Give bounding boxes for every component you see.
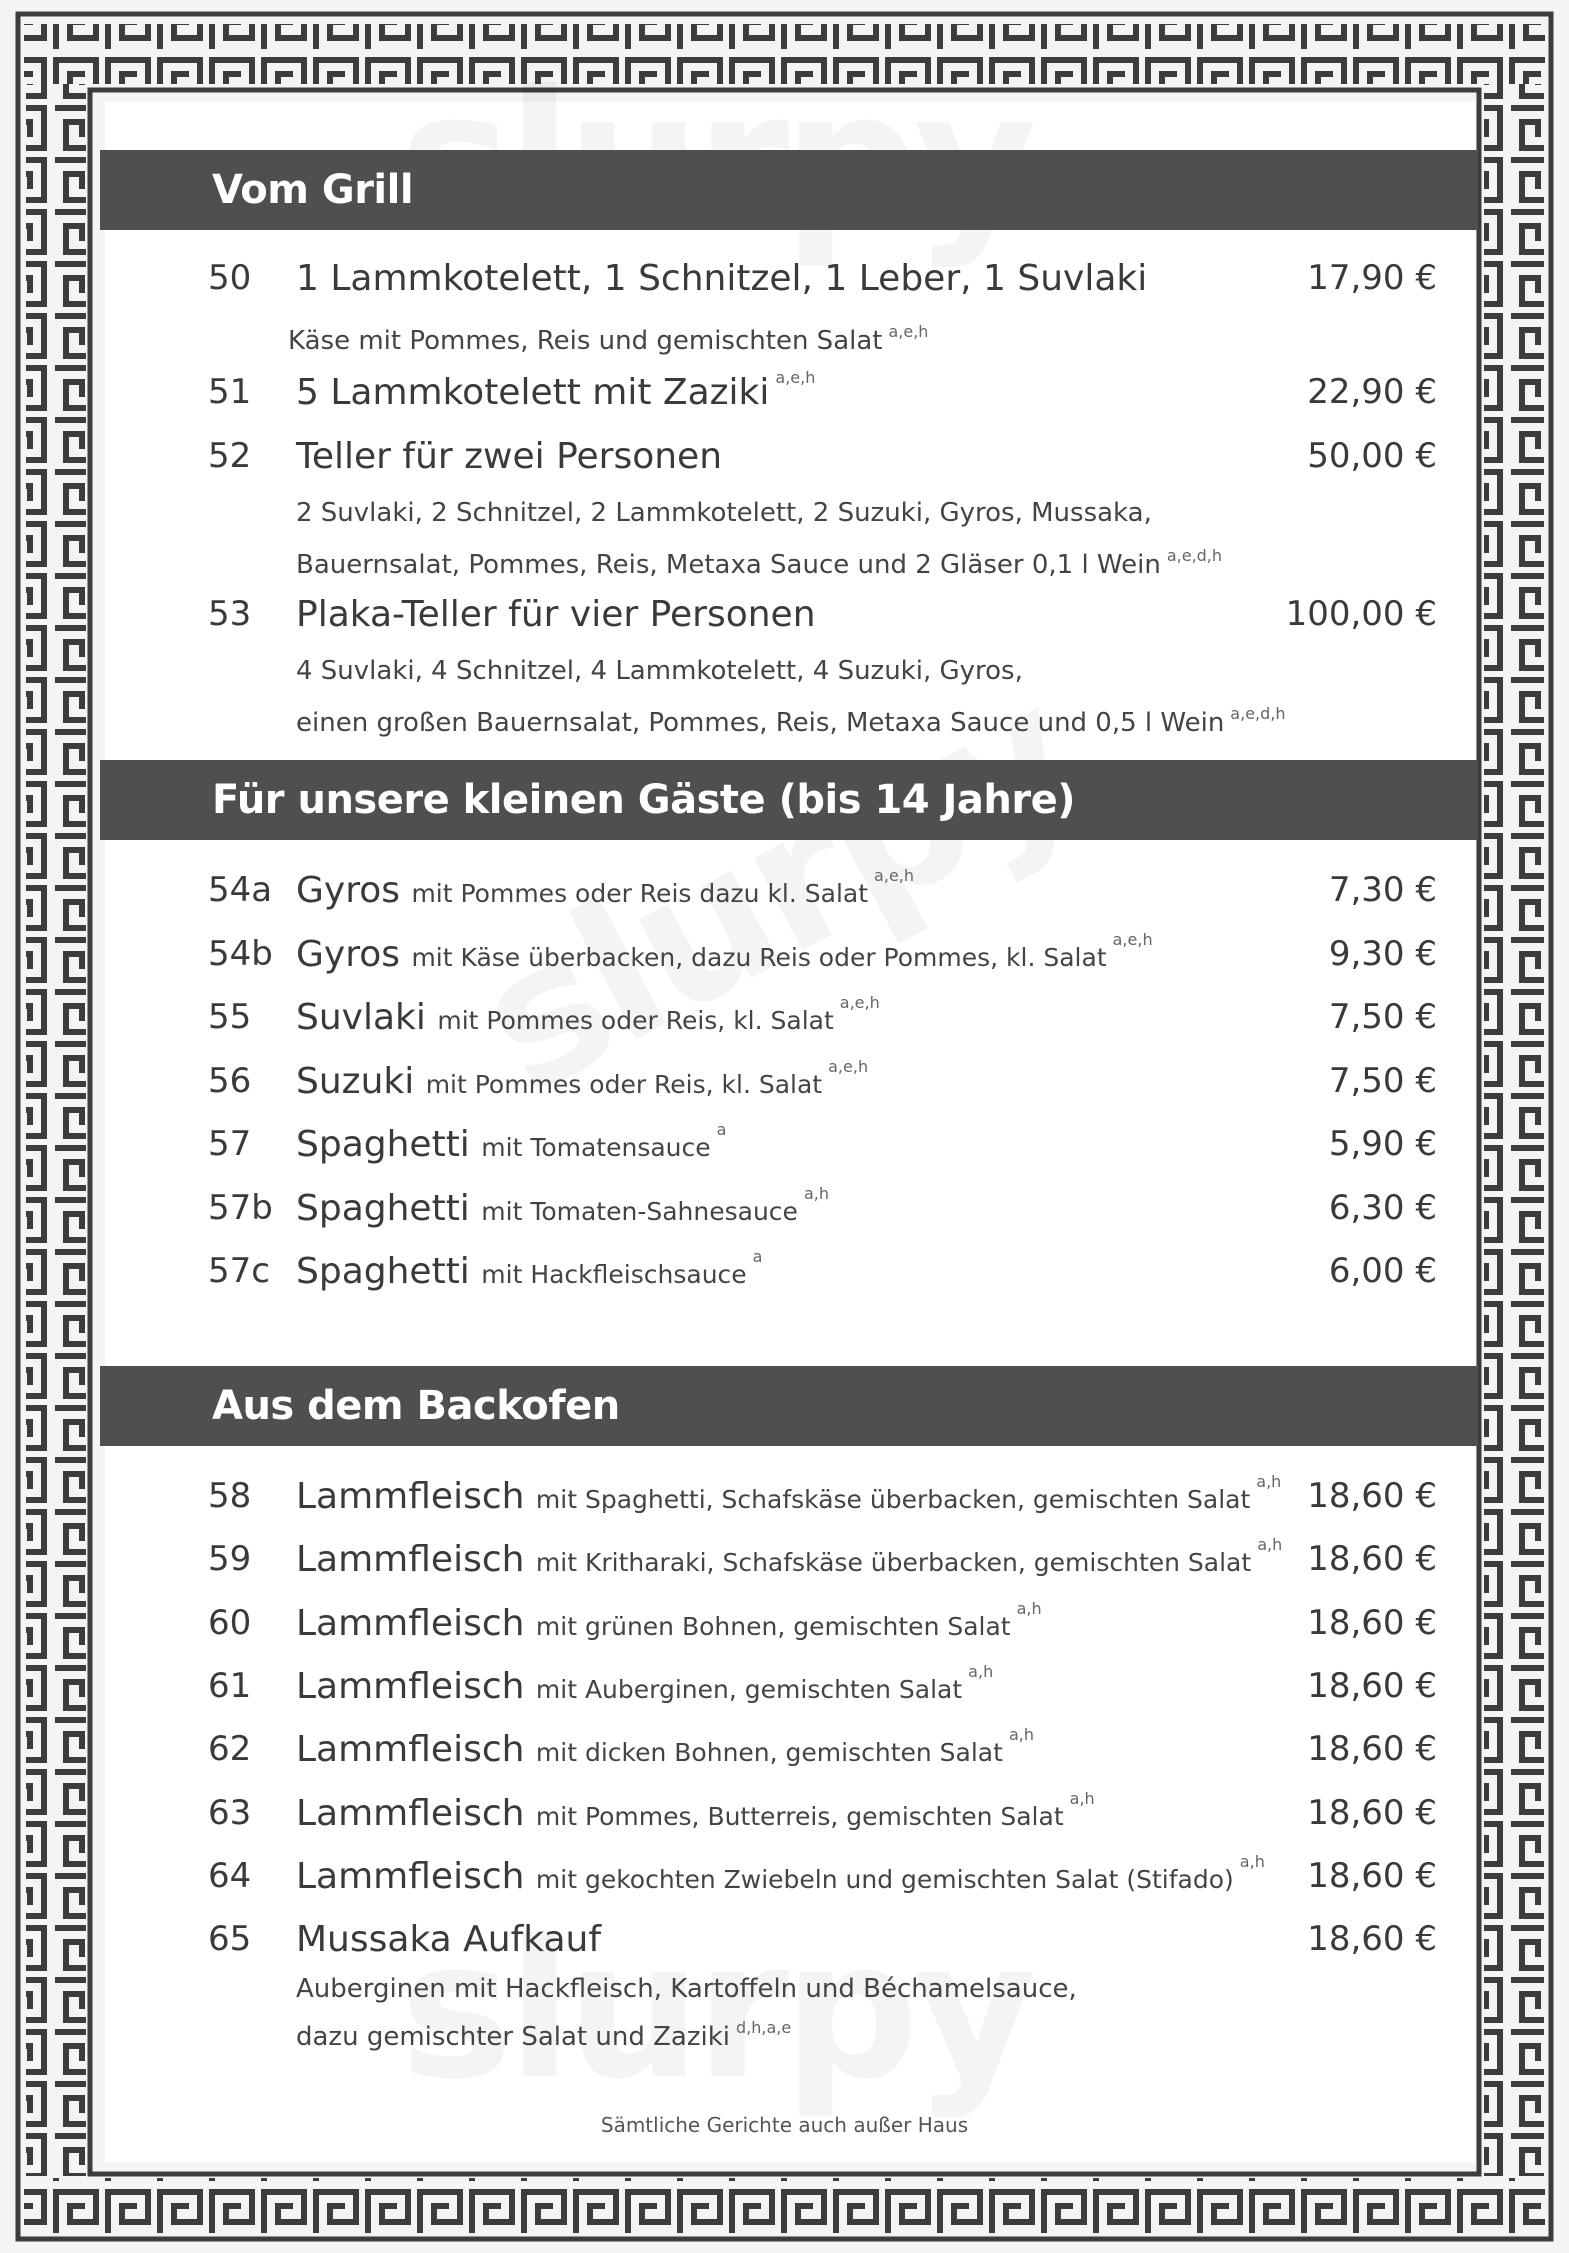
item-name: 1 Lammkotelett, 1 Schnitzel, 1 Leber, 1 Suvlaki: [296, 258, 1148, 299]
item-description: mit Auberginen, gemischten Salat: [535, 1674, 963, 1704]
item-price: 7,50 €: [1328, 997, 1437, 1037]
item-number: 57b: [208, 1187, 273, 1228]
item-description: mit Hackfleischsauce: [481, 1260, 747, 1289]
item-description: mit grünen Bohnen, gemischten Salat: [535, 1611, 1011, 1641]
item-price: 18,60 €: [1307, 1792, 1437, 1833]
item-name: [296, 1535, 1283, 1581]
item-name-text: 5 Lammkotelett mit Zaziki: [296, 372, 770, 413]
item-number: 50: [208, 258, 252, 298]
allergen-codes: a,h: [1016, 1598, 1042, 1618]
item-name-text: Gyros: [296, 933, 400, 975]
allergen-codes: a,e,h: [828, 1056, 869, 1076]
item-number: 61: [208, 1665, 252, 1706]
allergen-codes: a,h: [1069, 1788, 1095, 1808]
allergen-codes: a,e,h: [775, 368, 816, 387]
item-name-text: Spaghetti: [296, 1124, 470, 1165]
item-name: [296, 1851, 1265, 1897]
section-header-kids: Für unsere kleinen Gäste (bis 14 Jahre): [100, 760, 1478, 840]
item-description: mit Kritharaki, Schafskäse überbacken, gemischten Salat: [535, 1548, 1252, 1578]
item-name: [296, 368, 816, 413]
item-name: [296, 1056, 869, 1102]
item-name: [296, 1919, 601, 1960]
item-price: 7,50 €: [1328, 1060, 1437, 1101]
footer-note: Sämtliche Gerichte auch außer Haus: [600, 2113, 969, 2137]
item-number: 63: [208, 1792, 252, 1833]
item-description: mit Pommes, Butterreis, gemischten Salat: [535, 1801, 1064, 1831]
description-text: Auberginen mit Hackfleisch, Kartoffeln und Béchamelsauce,: [296, 1974, 1077, 2004]
allergen-codes: a,e,d,h: [1166, 546, 1223, 565]
description-line: [296, 2018, 792, 2052]
allergen-codes: a: [752, 1247, 763, 1266]
allergen-codes: a,e,h: [888, 322, 929, 341]
item-price: 17,90 €: [1307, 258, 1437, 298]
item-description: mit Tomaten-Sahnesauce: [481, 1196, 798, 1226]
item-name-text: Gyros: [296, 870, 400, 911]
item-number: 55: [208, 997, 252, 1037]
item-number: 64: [208, 1855, 252, 1896]
item-price: 50,00 €: [1307, 436, 1437, 476]
item-price: 18,60 €: [1307, 1476, 1437, 1516]
item-number: 51: [208, 372, 252, 412]
allergen-codes: a: [716, 1120, 727, 1139]
allergen-codes: a,e,h: [839, 993, 880, 1012]
item-description: mit dicken Bohnen, gemischten Salat: [535, 1738, 1003, 1768]
item-price: 22,90 €: [1307, 372, 1437, 412]
item-description: mit Spaghetti, Schafskäse überbacken, gemischten Salat: [535, 1485, 1251, 1514]
item-price: 7,30 €: [1328, 870, 1437, 910]
allergen-codes: a,e,d,h: [1230, 704, 1286, 723]
item-price: 100,00 €: [1285, 594, 1437, 634]
item-name: Teller für zwei Personen: [296, 436, 723, 477]
item-number: 58: [208, 1476, 252, 1516]
item-number: 52: [208, 436, 252, 476]
item-name: [296, 1788, 1095, 1834]
item-name: Plaka-Teller für vier Personen: [296, 594, 816, 635]
item-number: 62: [208, 1729, 252, 1770]
item-price: 6,00 €: [1328, 1251, 1437, 1291]
item-name: [296, 1472, 1282, 1517]
description-text: 2 Suvlaki, 2 Schnitzel, 2 Lammkotelett, 2 Suzuki, Gyros, Mussaka,: [296, 498, 1152, 528]
section-header-grill: Vom Grill: [100, 150, 1478, 230]
item-number: 54b: [208, 933, 273, 974]
item-number: 60: [208, 1602, 252, 1643]
item-description: mit Pommes oder Reis, kl. Salat: [425, 1069, 823, 1099]
item-description: mit Pommes oder Reis, kl. Salat: [437, 1006, 834, 1035]
item-description: mit Pommes oder Reis dazu kl. Salat: [411, 879, 869, 908]
item-number: 65: [208, 1919, 252, 1960]
allergen-codes: d,h,a,e: [736, 2018, 792, 2037]
item-name-text: Spaghetti: [296, 1251, 470, 1292]
item-name-text: Lammfleisch: [296, 1476, 525, 1517]
item-price: 18,60 €: [1307, 1602, 1437, 1643]
item-price: 5,90 €: [1328, 1124, 1437, 1164]
description-text: einen großen Bauernsalat, Pommes, Reis, Metaxa Sauce und 0,5 l Wein: [296, 708, 1225, 738]
item-name-text: Lammfleisch: [296, 1539, 525, 1581]
item-number: 54a: [208, 870, 273, 910]
item-name-text: Lammfleisch: [296, 1729, 525, 1771]
item-name-text: Suvlaki: [296, 997, 426, 1038]
item-name-text: Spaghetti: [296, 1187, 470, 1229]
item-description: mit Tomatensauce: [481, 1133, 711, 1162]
allergen-codes: a,e,h: [874, 866, 915, 885]
item-price: 18,60 €: [1307, 1855, 1437, 1896]
item-number: 57: [208, 1124, 252, 1164]
item-name: [296, 1598, 1042, 1644]
allergen-codes: a,h: [968, 1661, 994, 1681]
item-name-text: Lammfleisch: [296, 1792, 525, 1834]
item-name: [296, 1725, 1034, 1771]
allergen-codes: a,e,h: [1112, 929, 1153, 949]
description-text: Bauernsalat, Pommes, Reis, Metaxa Sauce und 2 Gläser 0,1 l Wein: [296, 550, 1161, 580]
item-name-text: Lammfleisch: [296, 1665, 525, 1707]
allergen-codes: a,h: [1008, 1725, 1034, 1745]
item-name-text: Suzuki: [296, 1060, 415, 1102]
item-name: [296, 929, 1153, 975]
item-name: [296, 1661, 994, 1707]
item-number: 53: [208, 594, 252, 634]
item-price: 18,60 €: [1307, 1539, 1437, 1580]
item-name-text: Lammfleisch: [296, 1855, 525, 1897]
item-description: mit gekochten Zwiebeln und gemischten Salat (Stifado): [535, 1864, 1234, 1894]
item-price: 6,30 €: [1328, 1187, 1437, 1228]
allergen-codes: a,h: [1257, 1535, 1283, 1555]
item-name: [296, 1120, 727, 1165]
item-description: mit Käse überbacken, dazu Reis oder Pommes, kl. Salat: [411, 942, 1107, 972]
item-price: 18,60 €: [1307, 1665, 1437, 1706]
item-price: 18,60 €: [1307, 1919, 1437, 1960]
item-name-text: Lammfleisch: [296, 1602, 525, 1644]
section-header-oven: Aus dem Backofen: [100, 1366, 1478, 1446]
item-name: [296, 993, 880, 1038]
description-text: 4 Suvlaki, 4 Schnitzel, 4 Lammkotelett, 4 Suzuki, Gyros,: [296, 656, 1023, 686]
item-number: 59: [208, 1539, 252, 1580]
item-name-text: Mussaka Aufkauf: [296, 1919, 602, 1961]
allergen-codes: a,h: [803, 1183, 829, 1203]
item-name: [296, 1247, 763, 1292]
item-name: [296, 866, 915, 911]
allergen-codes: a,h: [1239, 1851, 1265, 1871]
description-text: dazu gemischter Salat und Zaziki: [296, 2022, 731, 2052]
allergen-codes: a,h: [1256, 1472, 1282, 1491]
description-line: [288, 322, 929, 356]
description-line: [296, 704, 1286, 738]
item-price: 9,30 €: [1328, 933, 1437, 974]
description-line: [296, 546, 1223, 580]
item-number: 57c: [208, 1251, 270, 1291]
item-name: [296, 1183, 829, 1229]
description-text: Käse mit Pommes, Reis und gemischten Salat: [288, 326, 883, 356]
item-price: 18,60 €: [1307, 1729, 1437, 1770]
item-number: 56: [208, 1060, 252, 1101]
